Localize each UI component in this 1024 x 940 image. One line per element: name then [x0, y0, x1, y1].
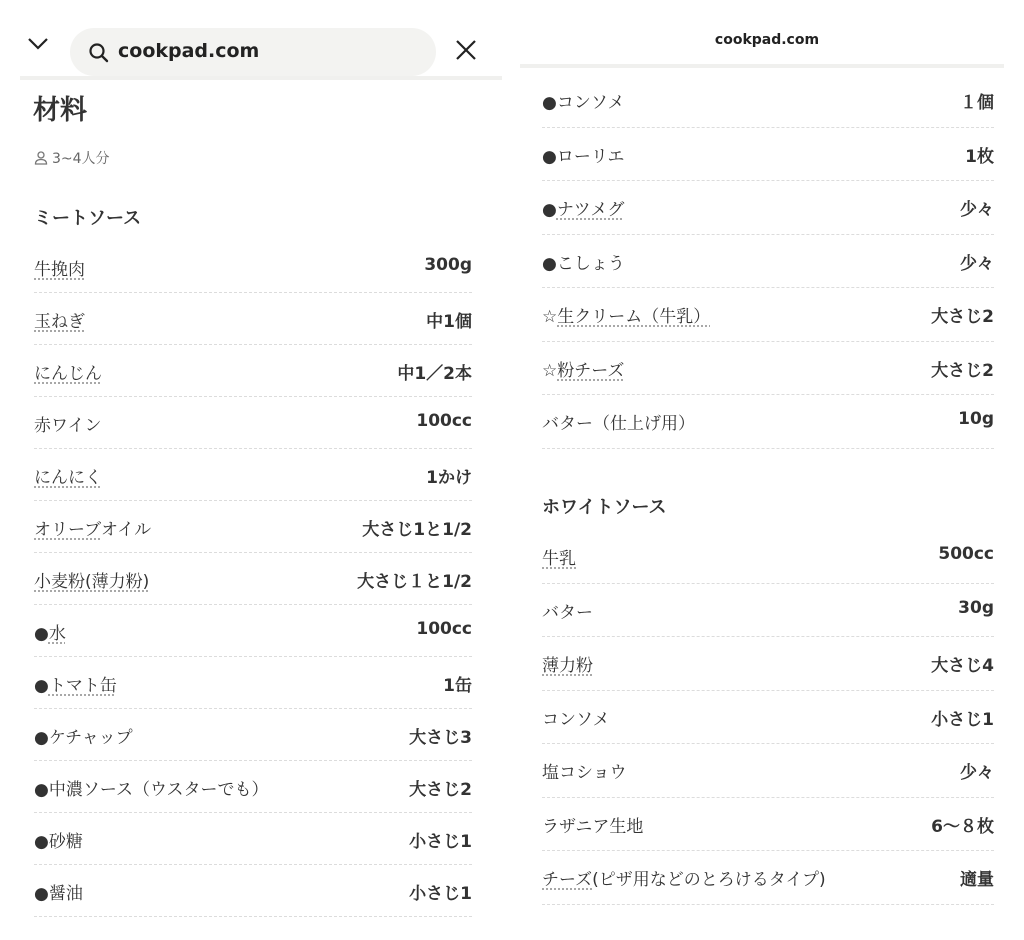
address-text: cookpad.com [118, 40, 260, 62]
ingredient-amount: 小さじ1 [409, 832, 472, 852]
ingredient-row [34, 345, 472, 397]
ingredient-amount: 6～８枚 [931, 816, 994, 837]
ingredient-note: オイル [100, 520, 152, 540]
address-bar[interactable] [70, 28, 436, 76]
ingredient-row [542, 74, 994, 128]
ingredient-amount: 大さじ1と1/2 [362, 520, 472, 540]
ingredient-link[interactable]: にんにく [34, 468, 102, 488]
ingredient-name [542, 544, 576, 569]
ingredient-label: ケチャップ [48, 728, 133, 748]
ingredient-amount: 小さじ1 [409, 884, 472, 904]
ingredient-marker: ● [542, 93, 557, 113]
ingredient-row [34, 241, 472, 293]
ingredient-name [542, 812, 643, 837]
ingredient-name [34, 671, 117, 696]
ingredient-row [542, 637, 994, 691]
ingredient-amount: 大さじ2 [931, 360, 994, 381]
section-heading-white-sauce: ホワイトソース [542, 497, 667, 518]
ingredient-link[interactable]: 薄力粉 [542, 656, 593, 676]
right-panel [520, 0, 1024, 940]
ingredient-row [542, 288, 994, 342]
ingredient-row [34, 397, 472, 449]
ingredient-row [34, 761, 472, 813]
ingredient-name [542, 865, 826, 890]
ingredient-name [34, 879, 83, 904]
ingredient-row [34, 709, 472, 761]
ingredient-name [542, 705, 610, 730]
ingredient-label: 醤油 [48, 884, 83, 904]
ingredient-name [34, 827, 83, 852]
ingredient-label: 赤ワイン [34, 416, 102, 436]
ingredient-amount: 少々 [960, 253, 994, 274]
ingredient-name [542, 409, 695, 434]
section-heading-meat-sauce: ミートソース [34, 208, 142, 229]
browser-header-compact [520, 0, 1004, 68]
chevron-down-icon[interactable] [28, 38, 48, 50]
ingredient-amount: 1缶 [443, 676, 472, 696]
ingredient-name [542, 598, 593, 623]
ingredient-label: こしょう [556, 253, 625, 274]
ingredient-amount: 100cc [416, 411, 472, 431]
ingredient-label: 中濃ソース（ウスターでも） [48, 780, 269, 800]
ingredient-marker: ● [542, 253, 557, 274]
ingredient-link[interactable]: トマト缶 [48, 676, 117, 696]
ingredient-name [542, 249, 625, 274]
browser-header [20, 0, 502, 80]
ingredient-row [542, 584, 994, 638]
ingredient-row [542, 744, 994, 798]
ingredient-amount: 30g [958, 597, 994, 618]
ingredient-row [34, 293, 472, 345]
ingredient-link[interactable]: オリーブ [34, 520, 101, 540]
ingredient-list-continued [542, 74, 994, 449]
ingredient-label: ラザニア生地 [542, 816, 644, 837]
ingredient-row [34, 657, 472, 709]
ingredient-name [34, 775, 268, 800]
ingredient-row [34, 813, 472, 865]
ingredient-marker: ● [34, 780, 49, 800]
left-panel [0, 0, 506, 940]
ingredient-name [542, 356, 624, 381]
ingredient-row [542, 342, 994, 396]
ingredient-marker: ☆ [542, 307, 558, 327]
ingredient-row [542, 181, 994, 235]
ingredient-link[interactable]: 牛挽肉 [34, 260, 85, 280]
ingredient-row [542, 691, 994, 745]
search-icon [88, 42, 110, 64]
ingredient-label: 砂糖 [48, 832, 83, 852]
ingredient-label: ローリエ [556, 146, 625, 167]
ingredient-row [542, 395, 994, 449]
person-icon [34, 151, 48, 165]
ingredient-amount: １個 [960, 93, 994, 113]
ingredient-list-white-sauce [542, 530, 994, 905]
ingredient-link[interactable]: 玉ねぎ [34, 312, 85, 332]
ingredient-label: バター [542, 602, 593, 623]
ingredient-amount: 中1／2本 [397, 364, 472, 384]
ingredient-link[interactable]: ナツメグ [556, 200, 625, 220]
ingredient-name [34, 359, 102, 384]
ingredient-name [34, 515, 151, 540]
ingredient-amount: 少々 [960, 763, 994, 783]
ingredient-link[interactable]: 粉チーズ [557, 360, 625, 381]
ingredient-amount: 中1個 [426, 312, 472, 332]
ingredient-link[interactable]: 水 [48, 624, 66, 644]
ingredient-row [542, 128, 994, 182]
ingredient-amount: 少々 [960, 200, 994, 220]
site-title: cookpad.com [714, 32, 820, 48]
ingredient-amount: 大さじ１と1/2 [357, 572, 472, 592]
ingredient-list [34, 241, 472, 917]
ingredient-note: (ピザ用などのとろけるタイプ) [592, 870, 826, 890]
ingredient-marker: ● [34, 884, 49, 904]
ingredient-amount: 大さじ2 [931, 307, 994, 327]
ingredient-link[interactable]: にんじん [34, 364, 102, 384]
ingredient-name [34, 255, 85, 280]
ingredient-row [542, 851, 994, 905]
ingredient-marker: ● [542, 200, 557, 220]
ingredient-amount: 1枚 [965, 146, 994, 167]
ingredient-row [34, 553, 472, 605]
ingredient-amount: 500cc [938, 544, 994, 564]
ingredient-link[interactable]: 生クリーム（牛乳） [557, 307, 711, 327]
ingredient-row [34, 449, 472, 501]
servings-text: 3~4人分 [52, 151, 110, 167]
ingredient-amount: 1かけ [426, 468, 472, 488]
ingredient-marker: ● [34, 832, 49, 852]
ingredient-name [34, 723, 133, 748]
ingredient-link[interactable]: 牛乳 [542, 549, 576, 569]
ingredient-amount: 適量 [960, 870, 994, 890]
ingredient-name [34, 411, 102, 436]
ingredient-row [542, 530, 994, 584]
ingredient-row [34, 605, 472, 657]
ingredient-name [542, 758, 627, 783]
ingredient-name [34, 567, 149, 592]
ingredient-amount: 300g [424, 255, 472, 275]
ingredient-label: 塩コショウ [542, 763, 627, 783]
ingredient-marker: ● [542, 146, 557, 167]
ingredient-row [542, 798, 994, 852]
ingredient-name [542, 142, 625, 167]
page-title: 材料 [33, 95, 87, 126]
ingredient-name [542, 195, 624, 220]
ingredient-row [542, 235, 994, 289]
ingredient-amount: 大さじ3 [409, 728, 472, 748]
ingredient-marker: ● [34, 624, 49, 644]
ingredient-row [34, 501, 472, 553]
ingredient-name [542, 651, 593, 676]
ingredient-amount: 大さじ2 [409, 780, 472, 800]
servings [34, 148, 110, 168]
ingredient-name [542, 302, 710, 327]
ingredient-name [34, 619, 66, 644]
ingredient-amount: 小さじ1 [931, 709, 994, 730]
ingredient-name [34, 307, 85, 332]
ingredient-label: コンソメ [542, 709, 610, 730]
ingredient-amount: 100cc [416, 619, 472, 639]
close-icon[interactable] [456, 40, 476, 60]
ingredient-name [542, 88, 625, 113]
ingredient-link[interactable]: 小麦粉(薄力粉) [34, 572, 150, 592]
ingredient-marker: ● [34, 728, 49, 748]
ingredient-label: バター（仕上げ用） [542, 414, 695, 434]
ingredient-amount: 10g [958, 409, 994, 429]
ingredient-link[interactable]: チーズ [542, 870, 593, 890]
ingredient-row [34, 865, 472, 917]
ingredient-label: コンソメ [556, 93, 625, 113]
ingredient-marker: ● [34, 676, 49, 696]
ingredient-name [34, 463, 102, 488]
ingredient-marker: ☆ [542, 360, 558, 381]
ingredient-amount: 大さじ4 [931, 656, 994, 676]
